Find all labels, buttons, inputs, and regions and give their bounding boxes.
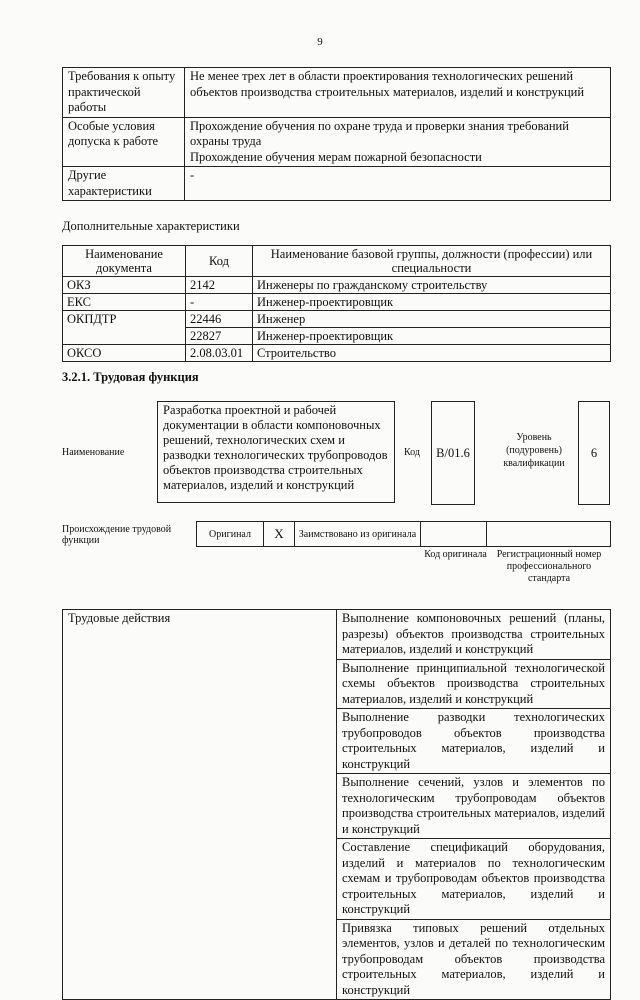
- cell-document: ОКСО: [63, 345, 186, 362]
- requirement-label: Другие характеристики: [63, 167, 185, 201]
- cell-document: ЕКС: [63, 294, 186, 311]
- action-item: Выполнение принципиальной технологической схемы объектов производства строительных материалов, изделий и конструкций: [337, 659, 611, 709]
- origin-reg-caption: Регистрационный номер профессионального стандарта: [496, 549, 602, 584]
- cell-code: 2142: [186, 277, 253, 294]
- level-label: Уровень (подуровень) квалификации: [503, 432, 565, 469]
- cell-document: ОКЗ: [63, 277, 186, 294]
- table-row: [63, 117, 611, 167]
- requirement-line: Прохождение обучения по охране труда и проверки знания требований охраны труда: [190, 118, 569, 148]
- table-row: [63, 68, 611, 118]
- original-mark-cell: [263, 521, 295, 547]
- function-code-box: [431, 401, 475, 505]
- borrowed-label: Заимствовано из оригинала: [298, 528, 417, 540]
- cell-code: 22827: [186, 328, 253, 345]
- section-title: 3.2.1. Трудовая функция: [62, 370, 199, 384]
- cell-name: Строительство: [253, 345, 611, 362]
- function-name-box: Разработка проектной и рабочей документации в области компоновочных решений, технологических схем и разводки технологических трубопроводов объектов производства строительных материалов, изделий и конструкций: [157, 401, 395, 503]
- cell-name: Инженер-проектировщик: [253, 328, 611, 345]
- requirement-value: [185, 117, 611, 167]
- requirement-label: Требования к опыту практической работы: [63, 68, 185, 118]
- table-header-row: [63, 246, 611, 277]
- action-item: Выполнение разводки технологических трубопроводов объектов производства строительных материалов, изделий и конструкций: [337, 709, 611, 774]
- level-box: [578, 401, 610, 505]
- table-row: [63, 277, 611, 294]
- origin-code-cell: [420, 521, 487, 547]
- actions-table: [62, 609, 611, 1000]
- requirement-line: Прохождение обучения мерам пожарной безопасности: [190, 149, 482, 164]
- page-number: 9: [317, 36, 323, 48]
- additional-table: [62, 245, 611, 362]
- original-label: Оригинал: [209, 528, 251, 540]
- cell-document: ОКПДТР: [63, 311, 186, 345]
- requirement-value: -: [185, 167, 611, 201]
- table-row: [63, 345, 611, 362]
- table-row: [63, 610, 611, 660]
- function-code: B/01.6: [436, 445, 470, 460]
- table-row: [63, 167, 611, 201]
- cell-name: Инженер: [253, 311, 611, 328]
- cell-name: Инженер-проектировщик: [253, 294, 611, 311]
- requirements-table: [62, 67, 611, 201]
- additional-title: Дополнительные характеристики: [62, 219, 240, 233]
- header-code: Код: [186, 246, 253, 277]
- original-cell: [196, 521, 264, 547]
- requirement-value: Не менее трех лет в области проектирования технологических решений объектов производства строительных материалов, изделий и конструкций: [185, 68, 611, 118]
- origin-label: Происхождение трудовой функции: [62, 524, 172, 546]
- actions-label: Трудовые действия: [63, 610, 337, 1000]
- origin-reg-cell: [486, 521, 611, 547]
- action-item: Выполнение сечений, узлов и элементов по технологическим трубопроводам объектов производства строительных материалов, изделий и конструкций: [337, 774, 611, 839]
- code-label: Код: [404, 447, 420, 458]
- cell-code: 22446: [186, 311, 253, 328]
- borrowed-cell: [294, 521, 421, 547]
- cell-code: -: [186, 294, 253, 311]
- original-mark: X: [274, 526, 284, 541]
- action-item: Составление спецификаций оборудования, изделий и материалов по технологическим схемам и трубопроводам объектов производства строительных материалов, изделий и конструкций: [337, 839, 611, 920]
- origin-code-caption: Код оригинала: [424, 549, 487, 560]
- table-row: [63, 294, 611, 311]
- table-row: [63, 311, 611, 328]
- header-name: Наименование базовой группы, должности (профессии) или специальности: [253, 246, 611, 277]
- requirement-label: Особые условия допуска к работе: [63, 117, 185, 167]
- cell-code: 2.08.03.01: [186, 345, 253, 362]
- name-label: Наименование: [62, 447, 125, 458]
- level-value: 6: [590, 445, 598, 460]
- action-item: Выполнение компоновочных решений (планы, разрезы) объектов производства строительных материалов, изделий и конструкций: [337, 610, 611, 660]
- header-document: Наименование документа: [63, 246, 186, 277]
- cell-name: Инженеры по гражданскому строительству: [253, 277, 611, 294]
- action-item: Привязка типовых решений отдельных элементов, узлов и деталей по технологическим трубопроводам объектов производства строительных материалов, изделий и конструкций: [337, 919, 611, 1000]
